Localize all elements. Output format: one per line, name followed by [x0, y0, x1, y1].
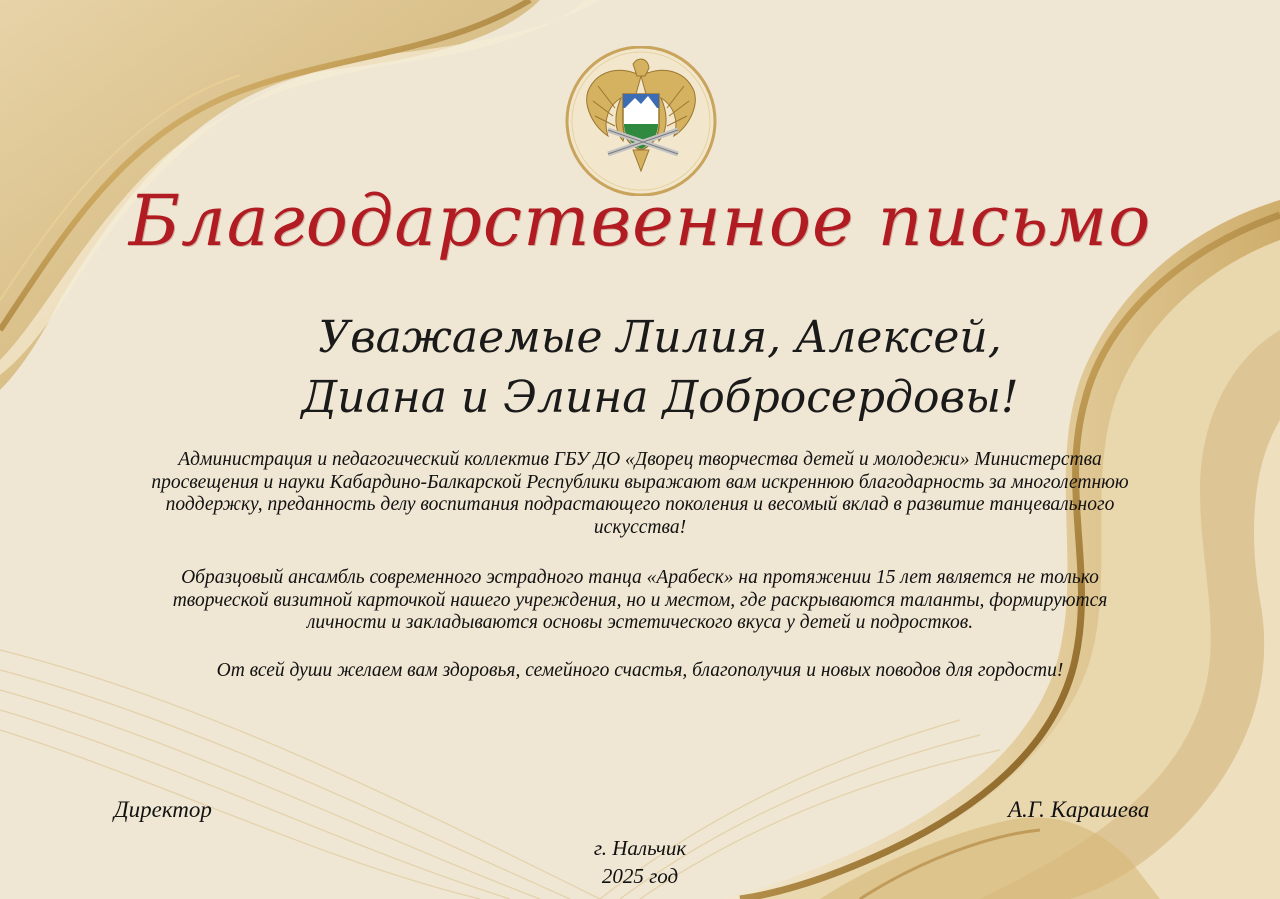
letter-title: Благодарственное письмо — [128, 180, 1152, 262]
body-paragraph-1: Администрация и педагогический коллектив ГБУ ДО «Дворец творчества детей и молодежи» Министерства просвещения и науки Кабардино-Балкарской Республики выражают вам искреннюю благодарность за многолетнюю поддержку, преданность делу воспитания подрастающего поколения и весомый вклад в развитие танцевального искусства! — [151, 449, 1129, 538]
city: г. Нальчик — [593, 836, 687, 860]
signature-role: Директор — [114, 797, 212, 822]
year: 2025 год — [601, 864, 679, 888]
body-paragraph-2: Образцовый ансамбль современного эстрадного танца «Арабеск» на протяжении 15 лет является не только творческой визитной карточкой нашего учреждения, но и местом, где раскрываются таланты, формируются личности и закладываются основы эстетического вкуса у детей и подростков. — [172, 567, 1108, 633]
body-paragraph-3: От всей души желаем вам здоровья, семейного счастья, благополучия и новых поводов для гордости! — [216, 660, 1064, 681]
salutation-line-2: Диана и Элина Добросердовы! — [301, 372, 1019, 423]
coat-of-arms-icon — [553, 46, 729, 196]
signature-name: А.Г. Карашева — [1008, 797, 1150, 822]
salutation-line-1: Уважаемые Лилия, Алексей, — [318, 312, 1002, 363]
